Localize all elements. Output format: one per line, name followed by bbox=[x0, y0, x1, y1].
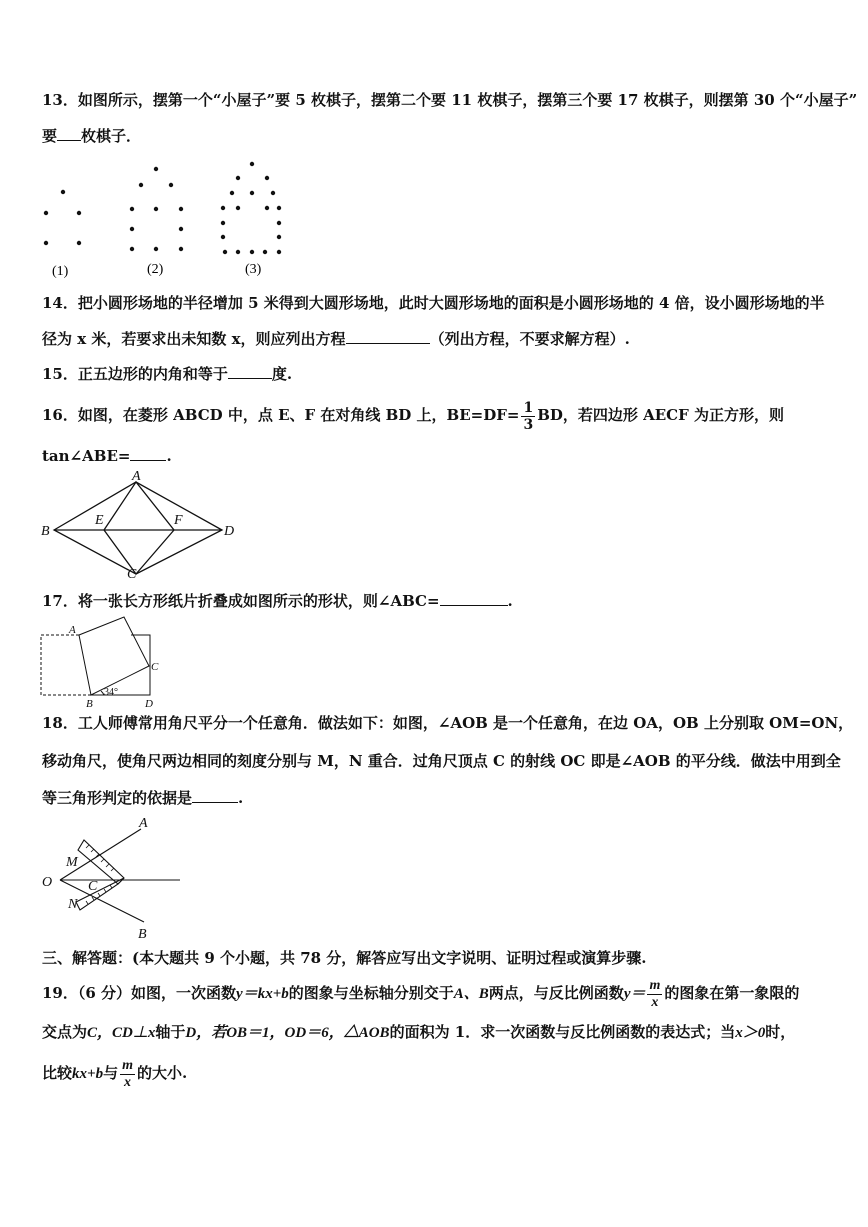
q15-text-b: 度. bbox=[271, 365, 293, 383]
q13-line1: 13．如图所示，摆第一个“小屋子”要 5 枚棋子，摆第二个要 11 枚棋子，摆第三个要 17 枚棋子，则摆第 30 个“小屋子” bbox=[42, 91, 858, 109]
q17-text-b: . bbox=[507, 592, 513, 610]
q13-label-2: (2) bbox=[147, 262, 164, 277]
q19-frac2-den: x bbox=[124, 1074, 132, 1090]
q18-line3-text-a: 等三角形判定的依据是 bbox=[42, 789, 193, 807]
q13-answer-blank bbox=[57, 125, 81, 141]
q16-label-e: E bbox=[95, 513, 104, 528]
q19-points-ab: A、B bbox=[453, 986, 489, 1002]
q16-text-a: 16．如图，在菱形 ABCD 中，点 E、F 在对角线 BD 上，BE=DF= bbox=[42, 406, 520, 424]
q19-inverse-y: y＝ bbox=[623, 986, 646, 1002]
q16-text-b: BD，若四边形 AECF 为正方形，则 bbox=[537, 406, 784, 424]
q17-fold-figure bbox=[38, 615, 168, 710]
q19-l3-text-a: 比较 bbox=[42, 1064, 73, 1082]
q19-line3 bbox=[42, 1055, 838, 1091]
q19-l1-text-a: 19．（6 分）如图，一次函数 bbox=[42, 984, 237, 1002]
q18-angle-ruler-figure bbox=[38, 812, 188, 942]
q18-answer-blank bbox=[192, 787, 238, 803]
q16-line2-text-b: . bbox=[166, 447, 172, 465]
section3-heading: 三、解答题：(本大题共 9 个小题，共 78 分，解答应写出文字说明、证明过程或演算步骤. bbox=[42, 949, 647, 967]
q19-l2-text-f: 时， bbox=[765, 1023, 796, 1041]
q16-label-c: C bbox=[127, 567, 137, 582]
q19-linear-equation: y＝kx+b bbox=[236, 986, 289, 1002]
q13-line2-text-b: 枚棋子． bbox=[81, 127, 142, 145]
q17-angle-label: 34° bbox=[104, 687, 118, 698]
q16-line1 bbox=[42, 398, 838, 432]
q18-line1: 18．工人师傅常用角尺平分一个任意角．做法如下：如图，∠AOB 是一个任意角，在边 OA，OB 上分别取 OM=ON， bbox=[42, 714, 854, 732]
q19-l2-x: x＞0 bbox=[735, 1025, 766, 1041]
q17-line bbox=[42, 590, 838, 611]
q13-figure bbox=[30, 155, 310, 280]
q19-l2-text-a: 交点为 bbox=[42, 1023, 88, 1041]
q15-line bbox=[42, 363, 838, 384]
q19-l3-kx: kx+b bbox=[72, 1066, 104, 1082]
q16-fraction bbox=[521, 400, 535, 433]
q16-line2-text-a: tan∠ABE= bbox=[42, 447, 131, 465]
q19-l1-text-b: 的图象与坐标轴分别交于 bbox=[288, 984, 454, 1002]
q16-label-b: B bbox=[41, 524, 50, 539]
q19-l3-text-c: 的大小. bbox=[136, 1064, 188, 1082]
q17-label-c: C bbox=[151, 661, 159, 673]
q14-line2-text-a: 径为 x 米，若要求出未知数 x，则应列出方程 bbox=[42, 330, 346, 348]
q13-label-3: (3) bbox=[245, 262, 262, 277]
q19-l1-text-e: 的图象在第一象限的 bbox=[664, 984, 800, 1002]
q17-label-d: D bbox=[145, 698, 153, 710]
q18-line3 bbox=[42, 787, 838, 808]
q19-l3-text-b: 与 bbox=[103, 1064, 119, 1082]
q19-l2-text-e: 的面积为 1．求一次函数与反比例函数的表达式；当 bbox=[389, 1023, 736, 1041]
q17-label-a: A bbox=[69, 624, 76, 636]
q13-line2-text-a: 要 bbox=[42, 127, 58, 145]
q17-label-b: B bbox=[86, 698, 93, 710]
q16-frac-den: 3 bbox=[523, 416, 534, 433]
q16-frac-num: 1 bbox=[523, 399, 534, 416]
q18-label-b: B bbox=[138, 927, 147, 942]
q19-fraction-1 bbox=[647, 978, 662, 1011]
q14-line1: 14．把小圆形场地的半径增加 5 米得到大圆形场地，此时大圆形场地的面积是小圆形场地的 4 倍，设小圆形场地的半 bbox=[42, 294, 825, 312]
q14-answer-blank bbox=[346, 328, 430, 344]
q19-frac1-num: m bbox=[649, 977, 661, 993]
q19-fraction-2 bbox=[120, 1058, 135, 1091]
q19-line1 bbox=[42, 975, 838, 1011]
q18-label-n: N bbox=[68, 897, 78, 912]
q13-label-1: (1) bbox=[52, 264, 69, 279]
q18-line2: 移动角尺，使角尺两边相同的刻度分别与 M，N 重合．过角尺顶点 C 的射线 OC 即是∠AOB 的平分线．做法中用到全 bbox=[42, 752, 841, 770]
q19-l2-cd: C，CD⊥x bbox=[87, 1025, 156, 1041]
q17-text-a: 17．将一张长方形纸片折叠成如图所示的形状，则∠ABC= bbox=[42, 592, 440, 610]
q17-answer-blank bbox=[440, 590, 508, 606]
q14-line2-text-b: （列出方程，不要求解方程）. bbox=[429, 330, 630, 348]
q16-label-f: F bbox=[174, 513, 183, 528]
q16-line2 bbox=[42, 445, 838, 466]
q19-l2-text-b: 轴于 bbox=[155, 1023, 186, 1041]
q18-label-m: M bbox=[66, 855, 78, 870]
q16-label-d: D bbox=[224, 524, 235, 539]
q15-answer-blank bbox=[228, 363, 272, 379]
q19-l2-d: D，若 bbox=[185, 1025, 227, 1041]
q18-label-o: O bbox=[42, 875, 53, 890]
q19-l1-text-d: 两点，与反比例函数 bbox=[488, 984, 624, 1002]
q16-answer-blank bbox=[130, 445, 166, 461]
q13-dots bbox=[44, 162, 281, 254]
q19-frac1-den: x bbox=[651, 994, 659, 1010]
q13-line2 bbox=[42, 125, 838, 146]
q18-label-c: C bbox=[88, 879, 98, 894]
q19-frac2-num: m bbox=[122, 1057, 133, 1073]
q19-line2 bbox=[42, 1022, 838, 1043]
q14-line2 bbox=[42, 328, 838, 349]
q15-text-a: 15．正五边形的内角和等于 bbox=[42, 365, 228, 383]
q18-line3-text-b: . bbox=[238, 789, 244, 807]
q16-rhombus-figure bbox=[40, 468, 240, 583]
q18-label-a: A bbox=[139, 816, 148, 831]
q19-l2-ob: OB＝1，OD＝6，△AOB bbox=[226, 1025, 390, 1041]
q16-label-a: A bbox=[132, 469, 141, 484]
